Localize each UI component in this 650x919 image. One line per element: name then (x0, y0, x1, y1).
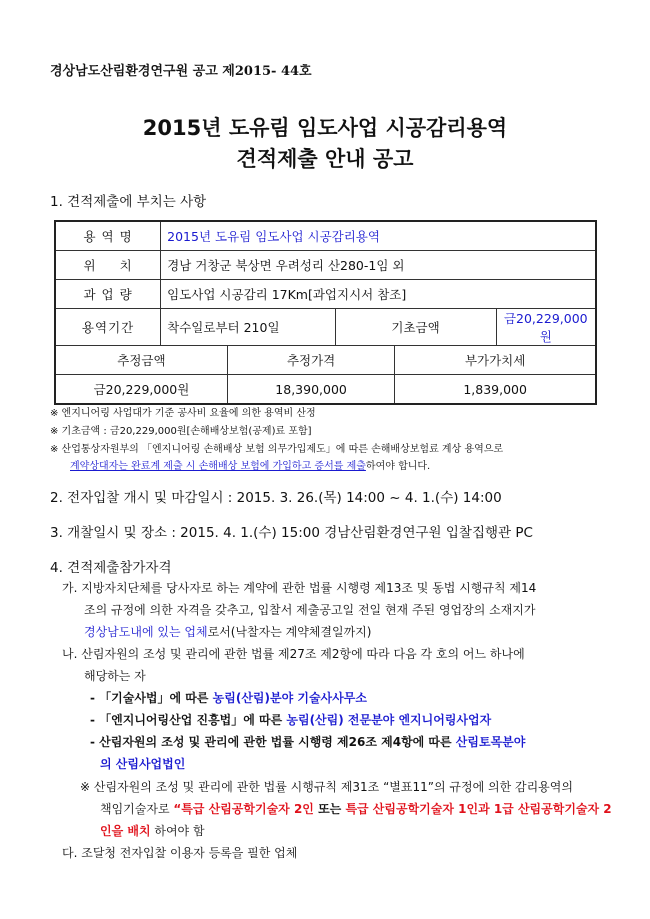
estimated-amount-header: 추정금액 (55, 346, 227, 375)
vat-value: 1,839,000 (395, 375, 596, 405)
section2-text: 2. 전자입찰 개시 및 마감일시 : 2015. 3. 26.(목) 14:00 ~ 4. 1.(수) 14:00 (50, 490, 502, 506)
note-1: ※ 엔지니어링 사업대가 기준 공사비 요율에 의한 용역비 산정 (50, 408, 316, 419)
period-value: 착수일로부터 210일 (161, 309, 335, 346)
section3-text: 3. 개찰일시 및 장소 : 2015. 4. 1.(수) 15:00 경남산림환경연구원 입찰집행관 PC (50, 525, 533, 541)
table-row (55, 221, 596, 251)
star-note-text: 책임기술자로 (100, 802, 174, 816)
item-na-line1: 나. 산림자원의 조성 및 관리에 관한 법률 제27조 제2항에 따라 다음 각 호의 어느 하나에 (62, 647, 525, 661)
star-note-line2 (100, 799, 612, 819)
table-row (55, 251, 596, 280)
section4-heading: 4. 견적제출참가자격 (50, 560, 172, 576)
sub-item-2-highlight: 농림(산림) 전문분야 엔지니어링사업자 (286, 713, 492, 727)
sub-item-3-text: - 산림자원의 조성 및 관리에 관한 법률 시행령 제26조 제4항에 따른 (90, 735, 456, 749)
base-amount-label: 기초금액 (335, 309, 496, 346)
item-ga-highlight: 경상남도내에 있는 업체 (84, 625, 208, 639)
page-subtitle: 견적제출 안내 공고 (236, 147, 414, 171)
star-note-end: 하여야 함 (150, 824, 205, 838)
star-note-line3 (100, 821, 205, 841)
note-3: ※ 산업통상자원부의 「엔지니어링 손해배상 보험 의무가입제도」에 따른 손해배상보험료 계상 용역으로 (50, 444, 504, 455)
note-3-continued (70, 457, 430, 472)
star-note-red-3: 인을 배치 (100, 824, 151, 838)
item-da: 다. 조달청 전자입찰 이용자 등록을 필한 업체 (62, 846, 298, 860)
item-ga-line3 (84, 622, 371, 642)
notice-number: 경상남도산림환경연구원 공고 제2015- 44호 (50, 64, 312, 79)
estimated-amount-value: 금20,229,000원 (55, 375, 227, 405)
section1-heading: 1. 견적제출에 부치는 사항 (50, 194, 207, 210)
item-ga-line1: 가. 지방자치단체를 당사자로 하는 계약에 관한 법률 시행령 제13조 및 동법 시행규칙 제14 (62, 581, 537, 595)
sub-item-3 (90, 732, 525, 752)
note-3-highlight: 계약상대자는 완료계 제출 시 손해배상 보험에 가입하고 증서를 제출 (70, 461, 366, 472)
item-ga-line2: 조의 규정에 의한 자격을 갖추고, 입찰서 제출공고일 전일 현재 주된 영업장의 소재지가 (84, 603, 536, 617)
sub-item-3-highlight: 산림토목분야 (455, 735, 526, 749)
vat-header: 부가가치세 (395, 346, 596, 375)
sub-item-2-text: - 「엔지니어링산업 진흥법」에 따른 (90, 713, 287, 727)
star-note-red-2: 특급 산림공학기술자 1인과 1급 산림공학기술자 2 (345, 802, 612, 816)
service-name-value: 2015년 도유림 임도사업 시공감리용역 (161, 221, 596, 251)
page-title: 2015년 도유림 임도사업 시공감리용역 (142, 116, 508, 140)
note-2: ※ 기초금액 : 금20,229,000원[손해배상보험(공제)료 포함] (50, 426, 312, 437)
star-note-line1: ※ 산림자원의 조성 및 관리에 관한 법률 시행규칙 제31조 “별표11”의 규정에 의한 감리용역의 (80, 780, 573, 794)
table-row (55, 346, 596, 375)
quantity-value: 임도사업 시공감리 17Km[과업지시서 참조] (161, 280, 596, 309)
item-na-line2: 해당하는 자 (84, 669, 146, 683)
item-ga-rest: 로서(낙찰자는 계약체결일까지) (207, 625, 372, 639)
estimated-price-value: 18,390,000 (227, 375, 394, 405)
estimated-price-header: 추정가격 (227, 346, 394, 375)
note-3-rest: 하여야 합니다. (365, 461, 431, 472)
table-row (55, 280, 596, 309)
sub-item-2 (90, 710, 491, 730)
table-row (55, 309, 596, 346)
sub-item-1-text: - 「기술사법」에 따른 (90, 691, 213, 705)
service-name-label: 용 역 명 (55, 221, 161, 251)
estimate-table (54, 220, 597, 405)
location-label: 위 치 (55, 251, 161, 280)
sub-item-1 (90, 688, 367, 708)
location-value: 경남 거창군 북상면 우려성리 산280-1임 외 (161, 251, 596, 280)
table-row (55, 375, 596, 405)
sub-item-1-highlight: 농림(산림)분야 기술사사무소 (212, 691, 367, 705)
base-amount-value: 금20,229,000원 (496, 309, 596, 346)
period-label: 용역기간 (55, 309, 161, 346)
quantity-label: 과 업 량 (55, 280, 161, 309)
star-note-red-1: “특급 산림공학기술자 2인 (173, 802, 314, 816)
star-note-or: 또는 (313, 802, 346, 816)
sub-item-3-continued: 의 산림사업법인 (100, 757, 186, 771)
